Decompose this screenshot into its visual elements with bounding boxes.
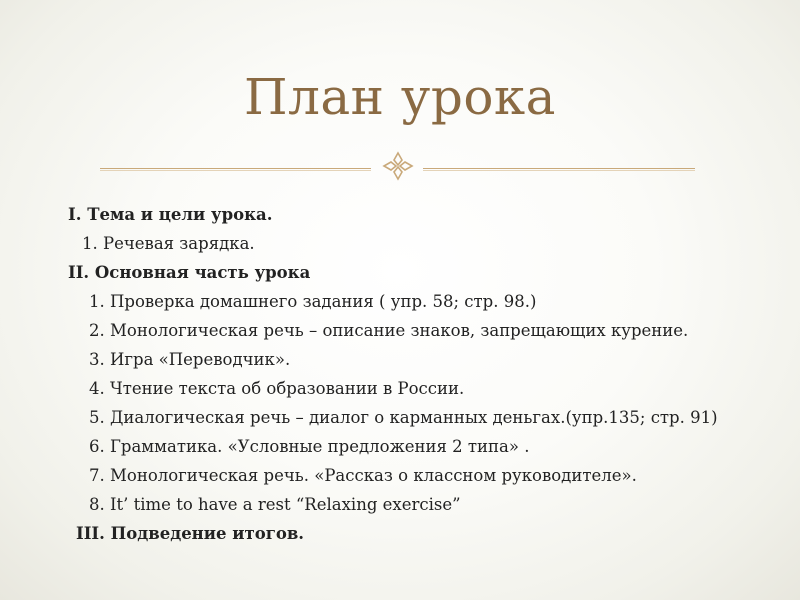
divider-line-right-shadow	[423, 170, 695, 171]
list-item	[68, 403, 738, 432]
list-item-section-1: I. Тема и цели урока.	[68, 205, 273, 224]
diamond-ornament-icon	[380, 151, 416, 181]
list-item-text: 5. Диалогическая речь – диалог о карманных деньгах.(упр.135; стр. 91)	[89, 408, 718, 427]
list-item: 6. Грамматика. «Условные предложения 2 типа» .	[89, 437, 530, 456]
divider-line-right	[423, 168, 695, 169]
list-item-section-3: III. Подведение итогов.	[76, 524, 305, 543]
list-item: 1. Речевая зарядка.	[82, 234, 255, 253]
list-item: 4. Чтение текста об образовании в России.	[89, 379, 465, 398]
list-item: 7. Монологическая речь. «Рассказ о классном руководителе».	[89, 466, 637, 485]
title-divider	[100, 151, 700, 181]
divider-line-left-shadow	[100, 170, 371, 171]
divider-line-left	[100, 168, 371, 169]
lesson-plan-list	[68, 200, 738, 548]
list-item: 3. Игра «Переводчик».	[89, 350, 291, 369]
slide-title: План урока	[244, 68, 556, 126]
list-item-section-2: II. Основная часть урока	[68, 263, 311, 282]
list-item: 1. Проверка домашнего задания ( упр. 58; стр. 98.)	[89, 292, 537, 311]
list-item: 8. It’ time to have a rest “Relaxing exercise”	[89, 495, 461, 514]
list-item: 2. Монологическая речь – описание знаков, запрещающих курение.	[89, 321, 689, 340]
